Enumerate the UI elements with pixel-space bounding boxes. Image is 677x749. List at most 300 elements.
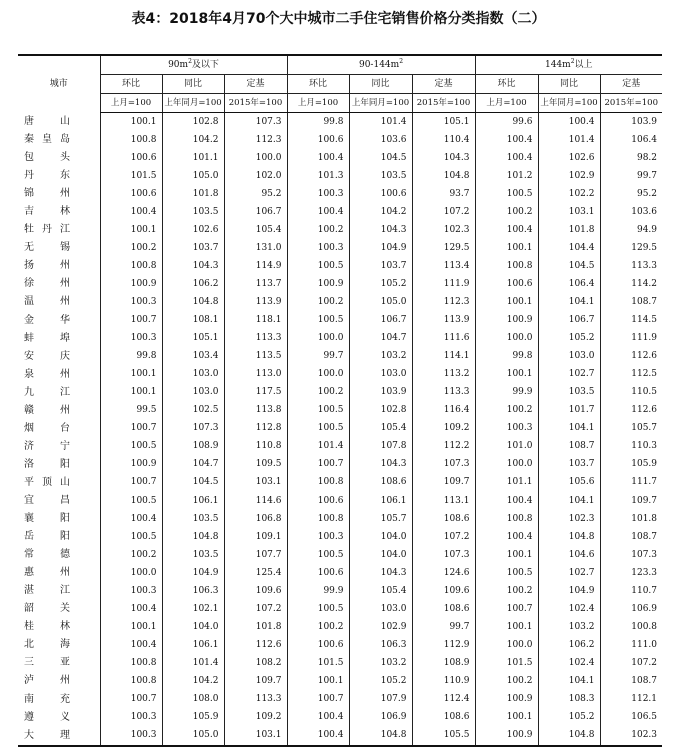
value-cell: 104.7 [162, 456, 224, 474]
city-name: 唐 山 [24, 115, 70, 127]
value-cell: 100.5 [287, 402, 349, 420]
city-name: 遵 义 [24, 711, 70, 723]
value-cell: 105.4 [349, 420, 412, 438]
value-cell: 101.7 [538, 402, 600, 420]
value-cell: 99.5 [100, 402, 162, 420]
value-cell: 100.0 [475, 456, 538, 474]
city-name: 牡 丹 江 [24, 224, 70, 236]
value-cell: 106.5 [600, 709, 662, 727]
value-cell: 108.6 [349, 474, 412, 492]
table-row [18, 384, 662, 402]
city-name: 徐 州 [24, 278, 70, 290]
city-name: 秦 皇 岛 [24, 134, 70, 146]
value-cell: 108.3 [538, 691, 600, 709]
value-cell: 110.7 [600, 582, 662, 600]
value-cell: 100.0 [100, 564, 162, 582]
city-cell [18, 672, 100, 690]
value-cell: 99.9 [475, 384, 538, 402]
value-cell: 104.0 [349, 546, 412, 564]
value-cell: 105.7 [600, 420, 662, 438]
value-cell: 105.6 [538, 474, 600, 492]
value-cell: 100.1 [475, 618, 538, 636]
value-cell: 103.1 [224, 474, 287, 492]
value-cell: 100.3 [100, 582, 162, 600]
value-cell: 112.3 [224, 131, 287, 149]
value-cell: 108.7 [600, 672, 662, 690]
city-cell [18, 600, 100, 618]
value-cell: 100.2 [475, 672, 538, 690]
table-row [18, 528, 662, 546]
value-cell: 101.5 [100, 167, 162, 185]
value-cell: 102.4 [538, 654, 600, 672]
city-cell [18, 618, 100, 636]
table-row [18, 564, 662, 582]
value-cell: 109.6 [224, 582, 287, 600]
value-cell: 100.9 [475, 727, 538, 746]
table-row [18, 618, 662, 636]
value-cell: 110.3 [600, 438, 662, 456]
city-cell [18, 275, 100, 293]
value-cell: 114.2 [600, 275, 662, 293]
city-name: 惠 州 [24, 567, 70, 579]
value-cell: 100.2 [100, 239, 162, 257]
header-group-row [18, 55, 662, 75]
table-row [18, 456, 662, 474]
city-column-header [18, 55, 100, 113]
value-cell: 110.4 [412, 131, 475, 149]
value-cell: 102.3 [412, 221, 475, 239]
value-cell: 113.5 [224, 348, 287, 366]
value-cell: 99.8 [287, 113, 349, 132]
subheader-cell: 同比 [538, 75, 600, 94]
city-cell [18, 727, 100, 746]
city-cell [18, 528, 100, 546]
value-cell: 105.9 [162, 709, 224, 727]
value-cell: 113.3 [600, 257, 662, 275]
value-cell: 112.6 [600, 402, 662, 420]
group-label-prefix: 144m [544, 59, 571, 70]
city-name: 韶 关 [24, 603, 70, 615]
value-cell: 102.7 [538, 564, 600, 582]
city-name: 包 头 [24, 152, 70, 164]
city-cell [18, 293, 100, 311]
value-cell: 100.2 [475, 203, 538, 221]
value-cell: 106.3 [162, 582, 224, 600]
value-cell: 104.2 [349, 203, 412, 221]
value-cell: 100.6 [287, 131, 349, 149]
city-cell [18, 492, 100, 510]
table-row [18, 636, 662, 654]
city-name: 九 江 [24, 386, 70, 398]
value-cell: 100.2 [100, 546, 162, 564]
base-cell: 上月=100 [287, 94, 349, 113]
value-cell: 101.0 [475, 438, 538, 456]
subheader-cell: 定基 [600, 75, 662, 94]
value-cell: 100.0 [287, 366, 349, 384]
value-cell: 103.5 [538, 384, 600, 402]
city-name: 扬 州 [24, 260, 70, 272]
value-cell: 103.0 [538, 348, 600, 366]
table-row [18, 691, 662, 709]
value-cell: 109.6 [412, 582, 475, 600]
value-cell: 100.3 [475, 420, 538, 438]
value-cell: 104.1 [538, 293, 600, 311]
value-cell: 101.3 [287, 167, 349, 185]
value-cell: 108.2 [224, 654, 287, 672]
value-cell: 102.0 [224, 167, 287, 185]
subheader-cell: 定基 [412, 75, 475, 94]
value-cell: 125.4 [224, 564, 287, 582]
value-cell: 104.0 [162, 618, 224, 636]
value-cell: 101.4 [287, 438, 349, 456]
value-cell: 99.7 [412, 618, 475, 636]
value-cell: 110.8 [224, 438, 287, 456]
value-cell: 100.7 [287, 456, 349, 474]
value-cell: 108.9 [162, 438, 224, 456]
city-cell [18, 709, 100, 727]
city-cell [18, 384, 100, 402]
table-row [18, 185, 662, 203]
value-cell: 104.3 [349, 221, 412, 239]
value-cell: 103.2 [349, 348, 412, 366]
base-cell: 2015年=100 [224, 94, 287, 113]
value-cell: 100.3 [100, 709, 162, 727]
value-cell: 100.5 [287, 257, 349, 275]
value-cell: 105.2 [538, 330, 600, 348]
value-cell: 104.8 [538, 727, 600, 746]
value-cell: 105.2 [349, 672, 412, 690]
value-cell: 104.1 [538, 672, 600, 690]
value-cell: 100.8 [100, 257, 162, 275]
value-cell: 104.3 [349, 564, 412, 582]
value-cell: 100.0 [224, 149, 287, 167]
value-cell: 105.4 [224, 221, 287, 239]
value-cell: 101.5 [475, 654, 538, 672]
value-cell: 106.7 [538, 312, 600, 330]
value-cell: 112.1 [600, 691, 662, 709]
value-cell: 114.9 [224, 257, 287, 275]
value-cell: 102.9 [349, 618, 412, 636]
value-cell: 102.8 [349, 402, 412, 420]
value-cell: 104.5 [538, 257, 600, 275]
value-cell: 114.6 [224, 492, 287, 510]
value-cell: 113.9 [224, 293, 287, 311]
city-cell [18, 131, 100, 149]
value-cell: 112.2 [412, 438, 475, 456]
table-row [18, 312, 662, 330]
value-cell: 107.2 [412, 203, 475, 221]
value-cell: 106.3 [349, 636, 412, 654]
value-cell: 100.7 [100, 474, 162, 492]
value-cell: 100.3 [287, 185, 349, 203]
value-cell: 100.1 [475, 546, 538, 564]
value-cell: 104.8 [162, 528, 224, 546]
value-cell: 100.5 [287, 600, 349, 618]
value-cell: 100.6 [100, 185, 162, 203]
value-cell: 114.1 [412, 348, 475, 366]
city-cell [18, 456, 100, 474]
value-cell: 104.9 [538, 582, 600, 600]
value-cell: 107.3 [412, 456, 475, 474]
value-cell: 100.1 [100, 618, 162, 636]
value-cell: 105.7 [349, 510, 412, 528]
value-cell: 100.2 [287, 221, 349, 239]
city-name: 烟 台 [24, 422, 70, 434]
value-cell: 102.4 [538, 600, 600, 618]
value-cell: 105.2 [349, 275, 412, 293]
value-cell: 100.7 [100, 420, 162, 438]
city-cell [18, 312, 100, 330]
table-row [18, 510, 662, 528]
city-name: 济 宁 [24, 440, 70, 452]
city-cell [18, 636, 100, 654]
value-cell: 101.8 [224, 618, 287, 636]
value-cell: 105.2 [538, 709, 600, 727]
value-cell: 109.2 [412, 420, 475, 438]
value-cell: 106.2 [538, 636, 600, 654]
city-cell [18, 420, 100, 438]
city-cell [18, 167, 100, 185]
value-cell: 116.4 [412, 402, 475, 420]
value-cell: 108.6 [412, 600, 475, 618]
value-cell: 113.4 [412, 257, 475, 275]
subheader-row [18, 75, 662, 94]
table-row [18, 727, 662, 746]
base-cell: 上年同月=100 [538, 94, 600, 113]
city-cell [18, 510, 100, 528]
value-cell: 104.3 [162, 257, 224, 275]
value-cell: 100.6 [287, 492, 349, 510]
value-cell: 129.5 [412, 239, 475, 257]
value-cell: 95.2 [600, 185, 662, 203]
value-cell: 104.8 [349, 727, 412, 746]
value-cell: 100.2 [287, 384, 349, 402]
value-cell: 100.5 [287, 546, 349, 564]
value-cell: 113.8 [224, 402, 287, 420]
subheader-cell: 定基 [224, 75, 287, 94]
table-row [18, 366, 662, 384]
value-cell: 105.1 [412, 113, 475, 132]
value-cell: 110.5 [600, 384, 662, 402]
value-cell: 106.9 [600, 600, 662, 618]
table-row [18, 672, 662, 690]
city-name: 宜 昌 [24, 495, 70, 506]
value-cell: 107.9 [349, 691, 412, 709]
table-row [18, 167, 662, 185]
value-cell: 100.2 [475, 402, 538, 420]
city-name: 岳 阳 [24, 531, 70, 543]
value-cell: 100.3 [287, 239, 349, 257]
group-label-prefix: 90-144m [358, 59, 400, 70]
value-cell: 103.5 [162, 510, 224, 528]
value-cell: 106.1 [162, 636, 224, 654]
value-cell: 102.7 [538, 366, 600, 384]
value-cell: 101.4 [162, 654, 224, 672]
value-cell: 123.3 [600, 564, 662, 582]
value-cell: 131.0 [224, 239, 287, 257]
city-cell [18, 239, 100, 257]
value-cell: 106.2 [162, 275, 224, 293]
group-header-small [100, 55, 287, 75]
value-cell: 109.7 [412, 474, 475, 492]
city-cell [18, 691, 100, 709]
table-row [18, 600, 662, 618]
value-cell: 103.7 [162, 239, 224, 257]
value-cell: 103.5 [162, 203, 224, 221]
value-cell: 118.1 [224, 312, 287, 330]
value-cell: 104.0 [349, 528, 412, 546]
value-cell: 105.0 [349, 293, 412, 311]
table-row [18, 709, 662, 727]
value-cell: 100.5 [100, 528, 162, 546]
value-cell: 104.3 [349, 456, 412, 474]
city-name: 蚌 埠 [24, 332, 70, 344]
value-cell: 111.9 [412, 275, 475, 293]
value-cell: 100.2 [475, 582, 538, 600]
city-name: 常 德 [24, 549, 70, 561]
value-cell: 100.4 [475, 131, 538, 149]
city-cell [18, 438, 100, 456]
value-cell: 100.7 [100, 312, 162, 330]
value-cell: 108.9 [412, 654, 475, 672]
city-header-label: 城市 [49, 78, 68, 89]
value-cell: 100.6 [475, 275, 538, 293]
city-name: 三 亚 [24, 657, 70, 669]
value-cell: 100.5 [100, 438, 162, 456]
table-row [18, 402, 662, 420]
value-cell: 107.3 [162, 420, 224, 438]
value-cell: 100.8 [475, 257, 538, 275]
city-name: 平 顶 山 [24, 476, 70, 488]
value-cell: 105.5 [412, 727, 475, 746]
table-row [18, 654, 662, 672]
value-cell: 100.9 [100, 275, 162, 293]
value-cell: 112.4 [412, 691, 475, 709]
value-cell: 102.6 [162, 221, 224, 239]
city-cell [18, 654, 100, 672]
value-cell: 104.3 [412, 149, 475, 167]
value-cell: 104.8 [162, 293, 224, 311]
value-cell: 113.0 [224, 366, 287, 384]
value-cell: 104.2 [162, 131, 224, 149]
value-cell: 100.2 [287, 618, 349, 636]
value-cell: 100.4 [287, 709, 349, 727]
value-cell: 104.2 [162, 672, 224, 690]
value-cell: 105.9 [600, 456, 662, 474]
value-cell: 100.7 [287, 691, 349, 709]
city-name: 襄 阳 [24, 513, 70, 525]
value-cell: 100.7 [475, 600, 538, 618]
value-cell: 102.6 [538, 149, 600, 167]
value-cell: 103.5 [349, 167, 412, 185]
city-cell [18, 582, 100, 600]
city-name: 南 充 [24, 693, 70, 705]
subheader-cell: 环比 [100, 75, 162, 94]
value-cell: 106.1 [162, 492, 224, 510]
value-cell: 103.6 [349, 131, 412, 149]
group-label-suffix: 以上 [574, 59, 593, 70]
city-cell [18, 366, 100, 384]
value-cell: 100.4 [538, 113, 600, 132]
value-cell: 95.2 [224, 185, 287, 203]
table-row [18, 438, 662, 456]
value-cell: 100.1 [475, 709, 538, 727]
value-cell: 109.1 [224, 528, 287, 546]
city-name: 大 理 [24, 729, 70, 741]
city-cell [18, 113, 100, 132]
value-cell: 112.6 [600, 348, 662, 366]
value-cell: 100.5 [287, 312, 349, 330]
value-cell: 106.4 [538, 275, 600, 293]
value-cell: 102.5 [162, 402, 224, 420]
value-cell: 100.8 [100, 131, 162, 149]
value-cell: 100.1 [100, 366, 162, 384]
value-cell: 104.4 [538, 239, 600, 257]
value-cell: 108.6 [412, 709, 475, 727]
value-cell: 100.4 [287, 203, 349, 221]
value-cell: 100.5 [100, 492, 162, 510]
value-cell: 113.1 [412, 492, 475, 510]
city-name: 泸 州 [24, 675, 70, 687]
table-row [18, 149, 662, 167]
value-cell: 100.1 [100, 221, 162, 239]
value-cell: 103.5 [162, 546, 224, 564]
subheader-cell: 环比 [475, 75, 538, 94]
value-cell: 100.3 [100, 727, 162, 746]
value-cell: 108.6 [412, 510, 475, 528]
city-name: 温 州 [24, 296, 70, 308]
group-label-sup: 2 [188, 57, 192, 65]
value-cell: 112.9 [412, 636, 475, 654]
value-cell: 100.4 [475, 221, 538, 239]
value-cell: 103.7 [349, 257, 412, 275]
value-cell: 103.1 [538, 203, 600, 221]
city-cell [18, 185, 100, 203]
value-cell: 101.5 [287, 654, 349, 672]
value-cell: 109.2 [224, 709, 287, 727]
value-cell: 100.6 [287, 564, 349, 582]
value-cell: 100.9 [475, 691, 538, 709]
value-cell: 104.9 [162, 564, 224, 582]
value-cell: 105.4 [349, 582, 412, 600]
value-cell: 100.4 [100, 600, 162, 618]
value-cell: 100.4 [475, 149, 538, 167]
table-row [18, 239, 662, 257]
value-cell: 101.8 [600, 510, 662, 528]
value-cell: 100.4 [287, 149, 349, 167]
value-cell: 113.7 [224, 275, 287, 293]
value-cell: 107.3 [224, 113, 287, 132]
value-cell: 100.1 [100, 113, 162, 132]
base-cell: 上月=100 [100, 94, 162, 113]
value-cell: 100.0 [287, 330, 349, 348]
value-cell: 100.5 [475, 185, 538, 203]
group-header-large [475, 55, 662, 75]
value-cell: 103.2 [349, 654, 412, 672]
value-cell: 101.8 [538, 221, 600, 239]
value-cell: 103.0 [349, 600, 412, 618]
value-cell: 100.3 [287, 528, 349, 546]
value-cell: 114.5 [600, 312, 662, 330]
value-cell: 100.5 [475, 564, 538, 582]
value-cell: 100.4 [475, 528, 538, 546]
value-cell: 106.7 [224, 203, 287, 221]
table-row [18, 113, 662, 132]
value-cell: 106.8 [224, 510, 287, 528]
value-cell: 99.6 [475, 113, 538, 132]
value-cell: 101.2 [475, 167, 538, 185]
group-label-sup: 2 [570, 57, 575, 65]
